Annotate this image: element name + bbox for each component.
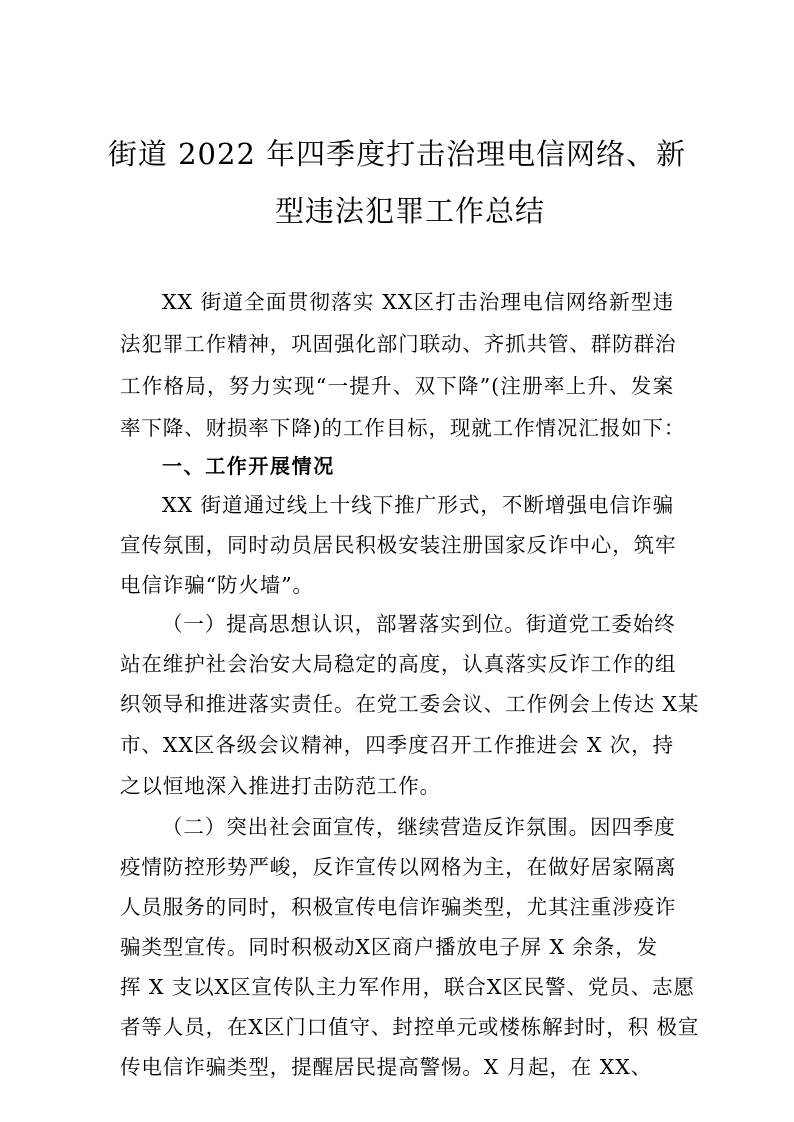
paragraph-line: 疫情防控形势严峻，反诈宣传以网格为主，在做好居家隔离 (120, 855, 677, 879)
paragraph-line: 之以恒地深入推进打击防范工作。 (120, 774, 441, 798)
paragraph-line: 挥 X 支以X区宣传队主力军作用，联合X区民警、党员、志愿 (120, 975, 695, 999)
paragraph-line: 传电信诈骗类型，提醒居民提高警惕。X 月起，在 XX、 (120, 1055, 653, 1079)
paragraph-line: 法犯罪工作精神，巩固强化部门联动、齐抓共管、群防群治 (120, 332, 677, 356)
paragraph-line: 率下降、财损率下降)的工作目标，现就工作情况汇报如下： (120, 416, 686, 440)
paragraph-line: 市、XX区各级会议精神，四季度召开工作推进会 X 次，持 (120, 733, 674, 757)
paragraph-line: XX 街道通过线上十线下推广形式，不断增强电信诈骗 (162, 493, 674, 517)
document-title-line-1: 街道 2022 年四季度打击治理电信网络、新 (107, 137, 687, 171)
paragraph-line: （一）提高思想认识，部署落实到位。街道党工委始终 (162, 612, 676, 636)
paragraph-line: 者等人员，在X区门口值守、封控单元或楼栋解封时，积 极宣 (120, 1015, 700, 1039)
paragraph-line: 骗类型宣传。同时积极动X区商户播放电子屏 X 余条，发 (120, 935, 659, 959)
paragraph-line: 织领导和推进落实责任。在党工委会议、工作例会上传达 X某 (120, 692, 700, 716)
paragraph-line: （二）突出社会面宣传，继续营造反诈氛围。因四季度 (162, 815, 676, 839)
section-heading: 一、工作开展情况 (162, 454, 335, 478)
paragraph-line: 人员服务的同时，积极宣传电信诈骗类型，尤其注重涉疫诈 (120, 895, 677, 919)
paragraph-line: 电信诈骗“防火墙”。 (120, 573, 314, 597)
paragraph-line: XX 街道全面贯彻落实 XX区打击治理电信网络新型违 (162, 290, 674, 314)
paragraph-line: 宣传氛围，同时动员居民积极安装注册国家反诈中心，筑牢 (120, 533, 677, 557)
paragraph-line: 站在维护社会治安大局稳定的高度，认真落实反诈工作的组 (120, 652, 677, 676)
paragraph-line: 工作格局，努力实现“一提升、双下降”(注册率上升、发案 (120, 374, 674, 398)
document-title-line-2: 型违法犯罪工作总结 (274, 194, 545, 228)
